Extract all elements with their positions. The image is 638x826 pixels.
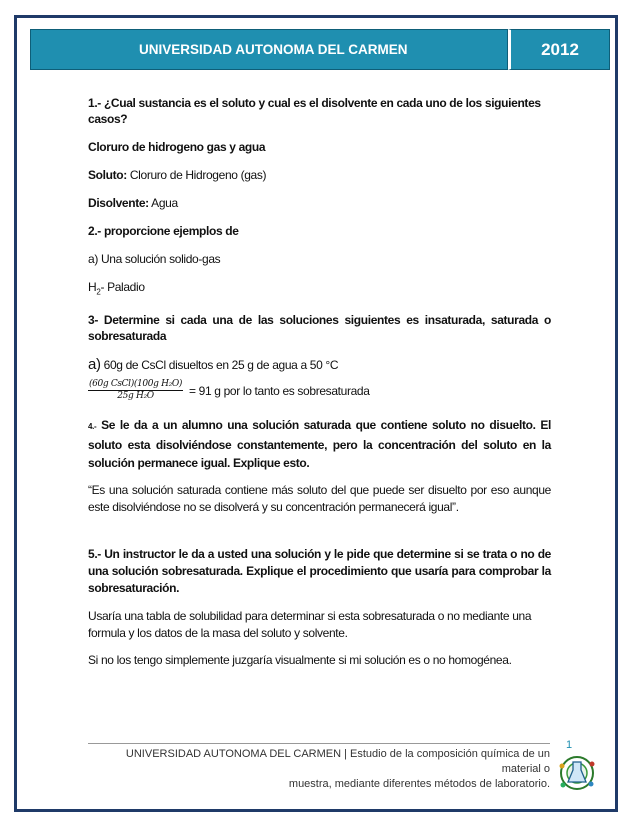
disolvente-value: Agua — [148, 196, 178, 210]
page-header — [30, 29, 610, 70]
soluto-line — [88, 167, 551, 183]
question-3: 3- Determine si cada una de las soluciones siguientes es insaturada, saturada o sobresaturada — [88, 313, 551, 344]
question-5-answer-1: Usaría una tabla de solubilidad para determinar si esta sobresaturada o no mediante una formula y los datos de la masa del soluto y solvente. — [88, 609, 532, 641]
header-year: 2012 — [508, 29, 610, 70]
formula — [88, 379, 551, 402]
answer-h: H — [88, 280, 97, 294]
soluto-value: Cloruro de Hidrogeno (gas) — [126, 168, 267, 182]
q3-a-letter: a) — [88, 356, 101, 374]
formula-fraction — [88, 379, 183, 402]
document-body — [88, 95, 551, 668]
question-2: 2.- proporcione ejemplos de — [88, 224, 239, 238]
question-2-answer — [88, 279, 551, 300]
question-5-answer-2: Si no los tengo simplemente juzgaría visualmente si mi solución es o no homogénea. — [88, 653, 512, 668]
answer-subscript: 2 — [96, 287, 101, 297]
question-4-answer: “Es una solución saturada contiene más soluto del que puede ser disuelto por eso aunque este disolviéndose no se disolverá y su concentración permanecerá igual”. — [88, 483, 551, 515]
disolvente-label: Disolvente: — [88, 196, 149, 210]
disolvente-line — [88, 195, 551, 211]
q4-text: Se le da a un alumno una solución saturada que contiene soluto no disuelto. El soluto esta disolviéndose constantemente, pero la concentración del soluto en la solución permanece igual. Explique esto. — [88, 418, 551, 471]
header-title: UNIVERSIDAD AUTONOMA DEL CARMEN — [30, 29, 508, 70]
chemistry-logo-icon — [556, 752, 598, 794]
footer-divider — [88, 743, 550, 744]
question-3-a — [88, 357, 551, 373]
formula-result: = 91 g por lo tanto es sobresaturada — [189, 383, 370, 398]
question-5: 5.- Un instructor le da a usted una solución y le pide que determine si se trata o no de una solución sobresaturada. Explique el procedimiento que usaría para comprobar la sobresaturación. — [88, 547, 551, 596]
question-4 — [88, 416, 551, 472]
q4-number: 4.- — [88, 422, 97, 432]
page-number: 1 — [566, 739, 573, 751]
formula-numerator: (60g CsCl)(100g H₂O) — [89, 379, 183, 390]
q3-a-text: 60g de CsCl disueltos en 25 g de agua a 50 °C — [100, 358, 339, 373]
footer-line-1: UNIVERSIDAD AUTONOMA DEL CARMEN | Estudio de la composición química de un material o — [125, 748, 550, 775]
footer-line-2: muestra, mediante diferentes métodos de laboratorio. — [288, 778, 550, 790]
formula-denominator: 25g H₂O — [117, 391, 154, 402]
soluto-label: Soluto: — [88, 168, 127, 182]
footer-text — [100, 747, 550, 792]
question-1: 1.- ¿Cual sustancia es el soluto y cual es el disolvente en cada uno de los siguientes casos? — [88, 96, 541, 126]
question-1-case: Cloruro de hidrogeno gas y agua — [88, 140, 266, 154]
answer-rest: - Paladio — [100, 280, 145, 294]
question-2-a: a) Una solución solido-gas — [88, 252, 221, 266]
